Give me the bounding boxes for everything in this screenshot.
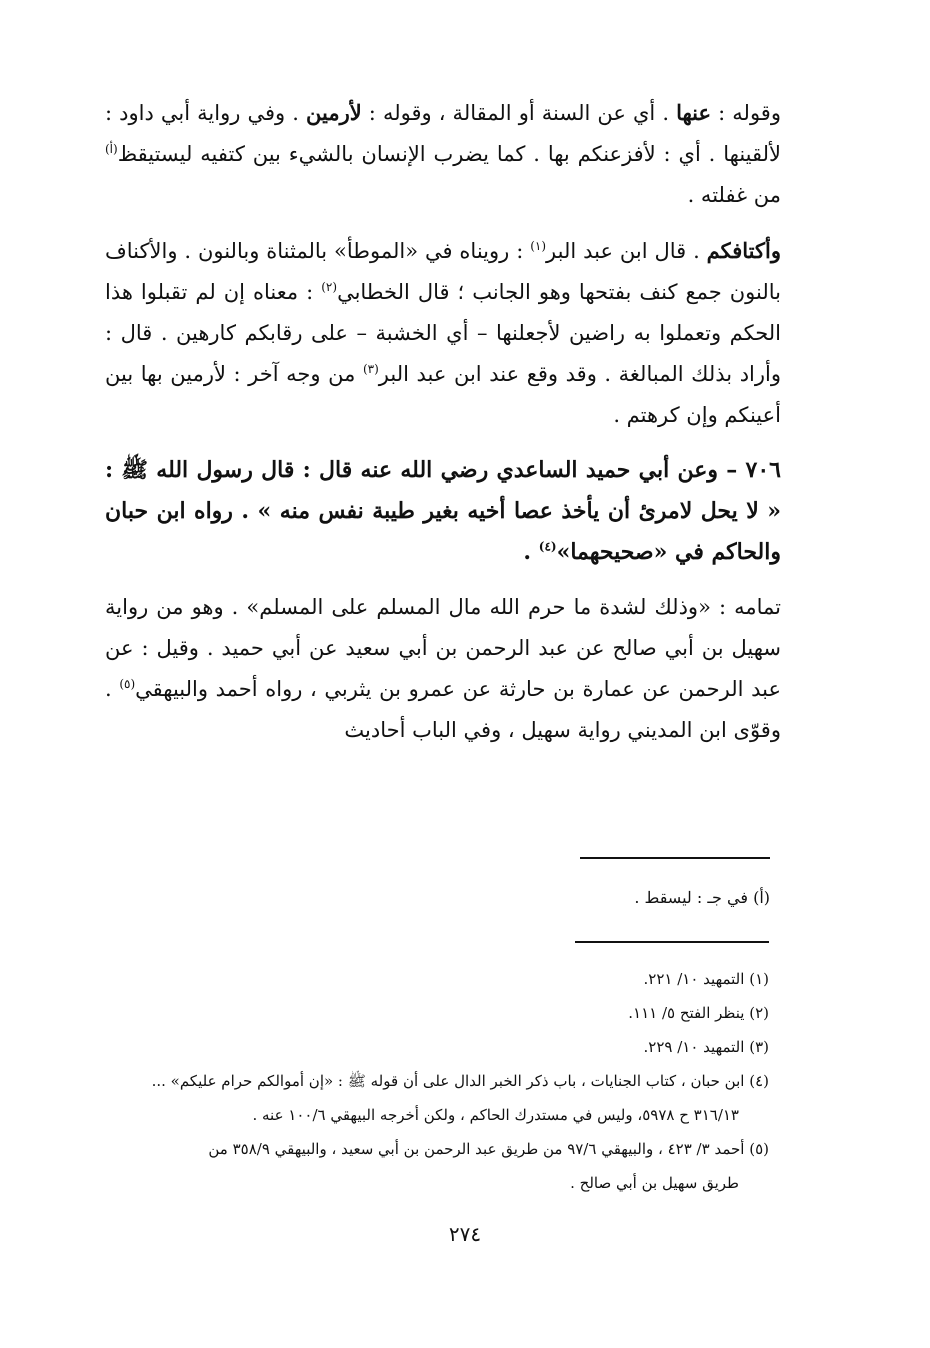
footnote-ref[interactable]: (٤) [538,539,557,554]
keyword-bold: لأرمين [306,100,362,125]
footnote-4 [105,1064,769,1132]
footnotes [105,962,769,1200]
text-run: من وجه آخر : لأرمين بها بين أعينكم وإن كرهتم . [105,362,781,427]
footnote-text: التمهيد ١٠/ ٢٢١. [643,970,745,988]
text-run: من غفلته . [687,183,781,207]
variant-note: (أ) في جـ : ليسقط . [634,888,770,907]
footnote-ref[interactable]: (٥) [119,677,136,691]
text-run: . [523,539,539,565]
footnote-separator [575,941,769,943]
footnote-number: (٣) [749,1038,769,1056]
footnote-number: (١) [749,970,769,988]
main-text [105,92,781,751]
footnote-continuation: طريق سهيل بن أبي صالح . [570,1174,739,1192]
text-run: تمامه : «وذلك لشدة ما حرم الله مال المسلم على المسلم» . وهو من رواية سهيل بن أبي صالح عن عبد الرحمن بن أبي سعيد عن أبي حميد . وقيل : عن عبد الرحمن عن عمارة بن حارثة عن عمرو بن يثربي ، رواه أحمد والبيهقي [105,595,781,701]
text-run: . وفي رواية أبي داود : لألقينها . أي : لأفزعنكم بها . كما يضرب الإنسان بالشيء بين كتفيه ليستيقظ [105,101,781,166]
footnote-number: (٤) [749,1072,769,1090]
text-run: . وقوّى ابن المديني رواية سهيل ، وفي الباب أحاديث [105,677,781,742]
text-run: : رويناه في «الموطأ» بالمثناة وبالنون . والأكناف بالنون جمع كنف بفتحها وهو الجانب ؛ قال الخطابي [105,239,782,304]
footnote-number: (٢) [749,1004,769,1022]
footnote-number: (٥) [749,1140,769,1158]
footnote-text: ينظر الفتح ٥/ ١١١. [628,1004,745,1022]
footnote-3 [105,1030,769,1064]
footnote-continuation: ٣١٦/١٣ ح ٥٩٧٨، وليس في مستدرك الحاكم ، ولكن أخرجه البيهقي ١٠٠/٦ عنه . [252,1106,739,1124]
footnote-2 [105,996,769,1030]
footnote-text: أحمد ٣/ ٤٢٣ ، والبيهقي ٩٧/٦ من طريق عبد الرحمن بن أبي سعيد ، والبيهقي ٣٥٨/٩ من [208,1140,745,1158]
text-run: : معناه إن لم تقبلوا هذا الحكم وتعملوا به راضين لأجعلنها – أي الخشبة – على رقابكم كارهين . قال : وأراد بذلك المبالغة . وقد وقع عند ابن عبد البر [105,280,781,386]
paragraph-2 [105,230,781,436]
variant-separator [580,857,770,859]
keyword-bold: عنها [676,100,712,125]
variant-mark: (أ) [105,142,118,156]
paragraph-4 [105,587,781,751]
footnote-text: ابن حبان ، كتاب الجنايات ، باب ذكر الخبر الدال على أن قوله ﷺ : «إن أموالكم حرام عليكم» ... [151,1072,745,1090]
footnote-ref[interactable]: (٣) [362,362,379,376]
footnote-ref[interactable]: (١) [530,239,547,253]
text-run: . أي عن السنة أو المقالة ، وقوله : [361,101,677,125]
footnote-text: التمهيد ١٠/ ٢٢٩. [643,1038,745,1056]
keyword-bold: وأكتافكم [706,238,781,263]
hadith-706 [105,450,781,573]
footnote-1 [105,962,769,996]
text-run: . قال ابن عبد البر [546,239,707,263]
text-run: وقوله : [711,101,781,125]
page-number: ٢٧٤ [448,1222,482,1246]
footnote-5 [105,1132,769,1200]
footnote-ref[interactable]: (٢) [321,280,338,294]
hadith-text: ٧٠٦ – وعن أبي حميد الساعدي رضي الله عنه قال : قال رسول الله ﷺ : « لا يحل لامرئ أن يأخذ عصا أخيه بغير طيبة نفس منه » . رواه ابن حبان والحاكم في «صحيحهما» [105,457,781,565]
paragraph-1 [105,92,781,216]
